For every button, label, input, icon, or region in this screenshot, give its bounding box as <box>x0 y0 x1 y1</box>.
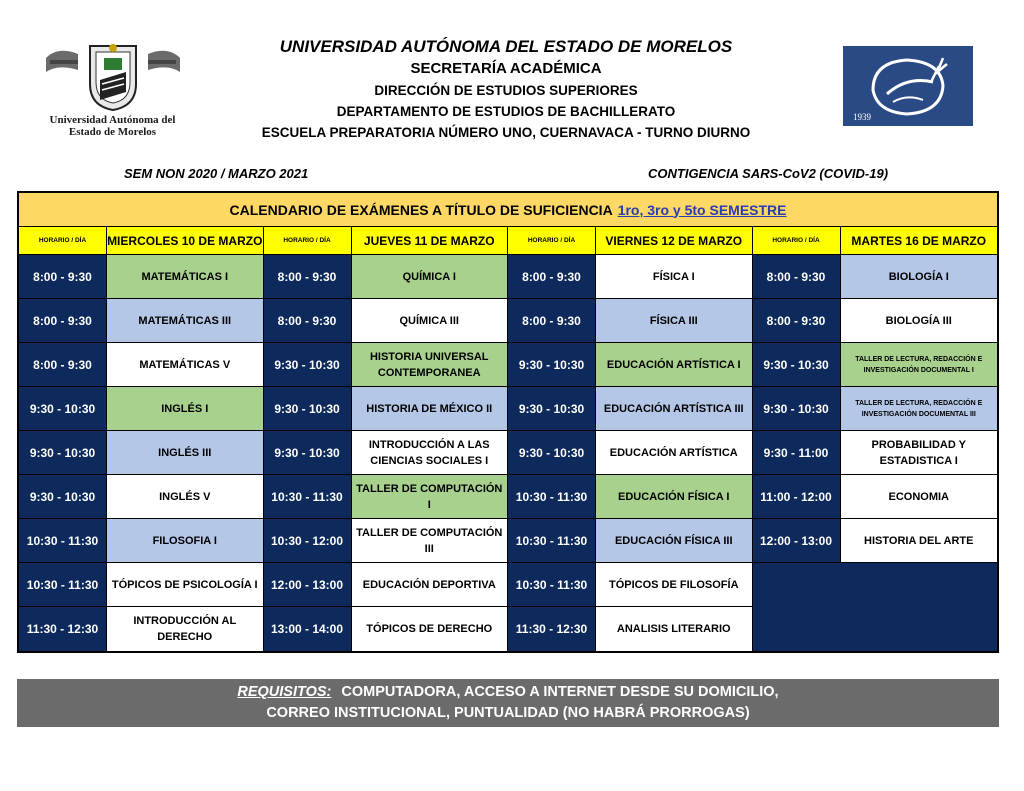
exam-time: 8:00 - 9:30 <box>753 299 841 343</box>
exam-subject: QUÍMICA III <box>352 299 509 343</box>
schedule-title-highlight: 1ro, 3ro y 5to SEMESTRE <box>617 201 787 218</box>
exam-time: 10:30 - 11:30 <box>19 519 107 563</box>
exam-subject: INGLÉS V <box>107 475 264 519</box>
exam-subject: EDUCACIÓN ARTÍSTICA I <box>596 343 753 387</box>
exam-time: 9:30 - 10:30 <box>508 431 596 475</box>
exam-time: 8:00 - 9:30 <box>19 255 107 299</box>
exam-subject: TALLER DE COMPUTACIÓN III <box>352 519 509 563</box>
exam-subject: EDUCACIÓN FÍSICA I <box>596 475 753 519</box>
uaem-logo-text-line1: Universidad Autónoma del <box>49 114 176 126</box>
direccion-name: DIRECCIÓN DE ESTUDIOS SUPERIORES <box>374 83 638 98</box>
exam-subject: MATEMÁTICAS III <box>107 299 264 343</box>
day-header: MIERCOLES 10 DE MARZO <box>107 227 264 255</box>
exam-subject: TALLER DE COMPUTACIÓN I <box>352 475 509 519</box>
exam-subject: EDUCACIÓN ARTÍSTICA III <box>596 387 753 431</box>
exam-time: 8:00 - 9:30 <box>508 299 596 343</box>
exam-subject: TÓPICOS DE PSICOLOGÍA I <box>107 563 264 607</box>
exam-time: 12:00 - 13:00 <box>264 563 352 607</box>
empty-slot <box>753 563 998 607</box>
exam-subject: INTRODUCCIÓN AL DERECHO <box>107 607 264 651</box>
exam-time: 11:30 - 12:30 <box>19 607 107 651</box>
logo-year: 1939 <box>853 112 871 122</box>
exam-subject: FÍSICA III <box>596 299 753 343</box>
exam-time: 9:30 - 10:30 <box>264 431 352 475</box>
exam-subject: EDUCACIÓN ARTÍSTICA <box>596 431 753 475</box>
horario-dia-header: HORARIO / DÍA <box>508 227 596 255</box>
exam-time: 10:30 - 12:00 <box>264 519 352 563</box>
contingency-label: CONTIGENCIA SARS-CoV2 (COVID-19) <box>648 166 889 181</box>
exam-subject: PROBABILIDAD Y ESTADISTICA I <box>841 431 998 475</box>
exam-subject: HISTORIA DE MÉXICO II <box>352 387 509 431</box>
day-header: JUEVES 11 DE MARZO <box>352 227 509 255</box>
exam-subject: INGLÉS III <box>107 431 264 475</box>
document-header <box>200 36 812 143</box>
exam-subject: TALLER DE LECTURA, REDACCIÓN E INVESTIGACIÓN DOCUMENTAL III <box>841 387 998 431</box>
secretaria-name: SECRETARÍA ACADÉMICA <box>410 60 602 77</box>
exam-time: 8:00 - 9:30 <box>753 255 841 299</box>
deer-emblem-icon <box>843 46 973 126</box>
exam-subject: HISTORIA UNIVERSAL CONTEMPORANEA <box>352 343 509 387</box>
exam-subject: TÓPICOS DE DERECHO <box>352 607 509 651</box>
requirements-banner <box>17 679 999 727</box>
exam-time: 9:30 - 10:30 <box>19 431 107 475</box>
day-header: VIERNES 12 DE MARZO <box>596 227 753 255</box>
exam-subject: BIOLOGÍA III <box>841 299 998 343</box>
exam-schedule-table <box>17 191 999 653</box>
exam-time: 9:30 - 11:00 <box>753 431 841 475</box>
exam-subject: INGLÉS I <box>107 387 264 431</box>
exam-time: 11:30 - 12:30 <box>508 607 596 651</box>
exam-subject: EDUCACIÓN FÍSICA III <box>596 519 753 563</box>
escuela-name: ESCUELA PREPARATORIA NÚMERO UNO, CUERNAVACA - TURNO DIURNO <box>261 125 751 140</box>
departamento-name: DEPARTAMENTO DE ESTUDIOS DE BACHILLERATO <box>336 104 676 119</box>
university-name: UNIVERSIDAD AUTÓNOMA DEL ESTADO DE MORELOS <box>279 37 733 56</box>
uaem-logo-text-line2: Estado de Morelos <box>68 126 157 138</box>
exam-time: 9:30 - 10:30 <box>264 387 352 431</box>
horario-dia-header: HORARIO / DÍA <box>19 227 107 255</box>
exam-subject: FILOSOFIA I <box>107 519 264 563</box>
requirements-text1: COMPUTADORA, ACCESO A INTERNET DESDE SU DOMICILIO, <box>341 684 779 700</box>
exam-subject: TÓPICOS DE FILOSOFÍA <box>596 563 753 607</box>
exam-subject: EDUCACIÓN DEPORTIVA <box>352 563 509 607</box>
exam-time: 8:00 - 9:30 <box>508 255 596 299</box>
day-header-row <box>19 227 997 255</box>
exam-time: 10:30 - 11:30 <box>508 475 596 519</box>
exam-time: 8:00 - 9:30 <box>19 343 107 387</box>
requirements-label: REQUISITOS: <box>237 684 332 700</box>
horario-dia-header: HORARIO / DÍA <box>753 227 841 255</box>
exam-time: 10:30 - 11:30 <box>264 475 352 519</box>
exam-time: 9:30 - 10:30 <box>19 387 107 431</box>
exam-subject: MATEMÁTICAS I <box>107 255 264 299</box>
exam-time: 9:30 - 10:30 <box>19 475 107 519</box>
exam-time: 10:30 - 11:30 <box>508 519 596 563</box>
exam-time: 8:00 - 9:30 <box>19 299 107 343</box>
exam-subject: HISTORIA DEL ARTE <box>841 519 998 563</box>
exam-time: 10:30 - 11:30 <box>19 563 107 607</box>
uaem-crest-icon <box>38 40 188 112</box>
exam-subject: ECONOMIA <box>841 475 998 519</box>
exam-time: 13:00 - 14:00 <box>264 607 352 651</box>
exam-time: 9:30 - 10:30 <box>753 343 841 387</box>
exam-subject: INTRODUCCIÓN A LAS CIENCIAS SOCIALES I <box>352 431 509 475</box>
exam-time: 8:00 - 9:30 <box>264 255 352 299</box>
exam-time: 9:30 - 10:30 <box>508 343 596 387</box>
schedule-title-text: CALENDARIO DE EXÁMENES A TÍTULO DE SUFICIENCIA <box>229 201 613 218</box>
exam-time: 11:00 - 12:00 <box>753 475 841 519</box>
exam-subject: QUÍMICA I <box>352 255 509 299</box>
exam-subject: BIOLOGÍA I <box>841 255 998 299</box>
exam-subject: TALLER DE LECTURA, REDACCIÓN E INVESTIGACIÓN DOCUMENTAL I <box>841 343 998 387</box>
exam-time: 12:00 - 13:00 <box>753 519 841 563</box>
exam-time: 10:30 - 11:30 <box>508 563 596 607</box>
exam-subject: FÍSICA I <box>596 255 753 299</box>
day-header: MARTES 16 DE MARZO <box>841 227 998 255</box>
exam-subject: MATEMÁTICAS V <box>107 343 264 387</box>
exam-time: 8:00 - 9:30 <box>264 299 352 343</box>
exam-time: 9:30 - 10:30 <box>753 387 841 431</box>
uaem-logo-text <box>30 114 195 138</box>
requirements-line1 <box>17 682 999 703</box>
exam-time: 9:30 - 10:30 <box>264 343 352 387</box>
empty-slot <box>753 607 998 651</box>
schedule-title <box>19 193 997 227</box>
horario-dia-header: HORARIO / DÍA <box>264 227 352 255</box>
exam-time: 9:30 - 10:30 <box>508 387 596 431</box>
uaem-logo <box>30 40 195 140</box>
exam-subject: ANALISIS LITERARIO <box>596 607 753 651</box>
semester-label: SEM NON 2020 / MARZO 2021 <box>124 166 309 181</box>
requirements-text2: CORREO INSTITUCIONAL, PUNTUALIDAD (NO HABRÁ PRORROGAS) <box>266 705 750 721</box>
preparatoria-logo <box>843 46 973 126</box>
